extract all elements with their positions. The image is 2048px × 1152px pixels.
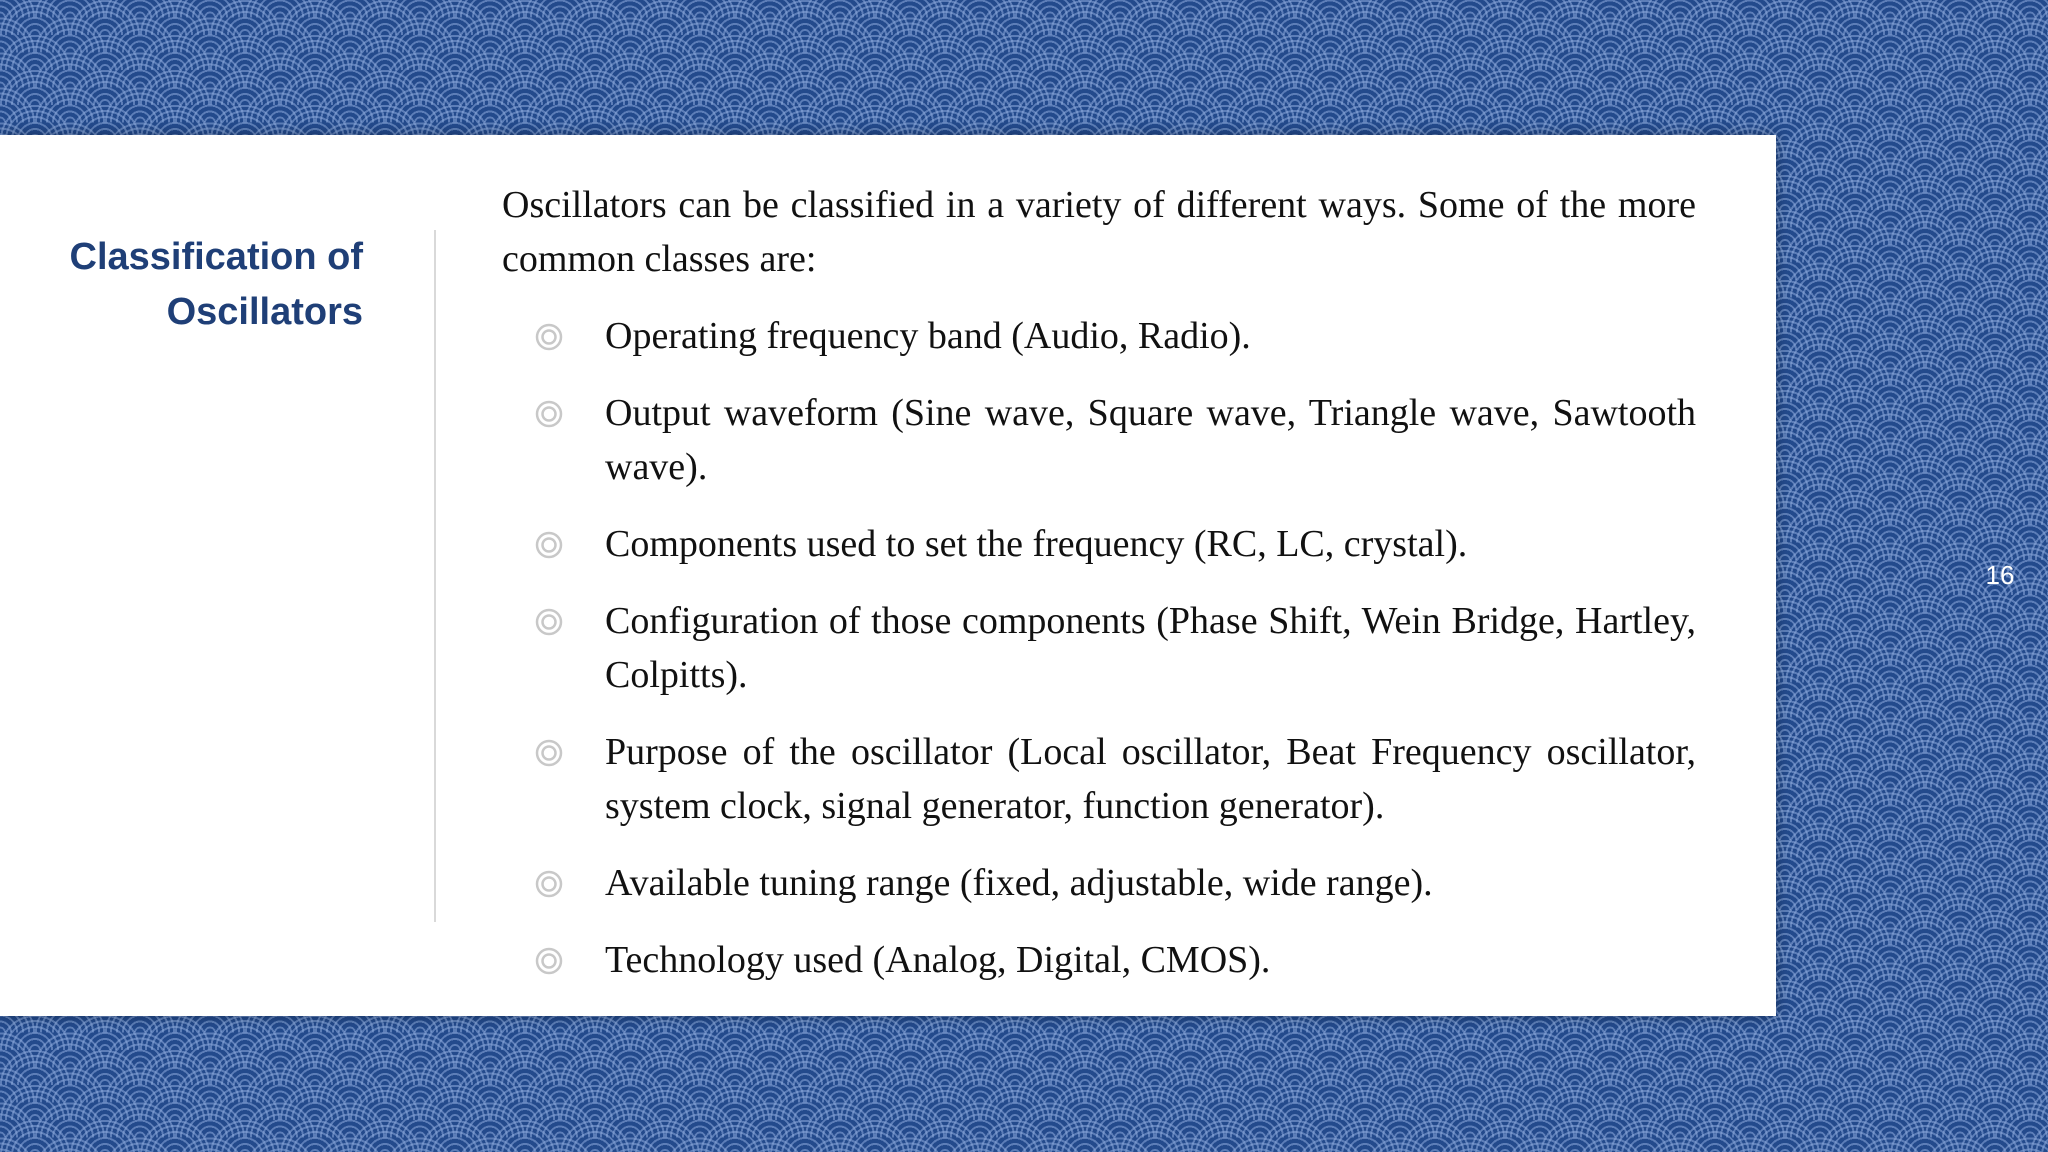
bullet-item — [502, 933, 1696, 987]
concentric-circle-bullet-icon — [535, 323, 563, 351]
concentric-circle-bullet-icon — [535, 870, 563, 898]
bullet-item — [502, 594, 1696, 702]
bullet-text: Output waveform (Sine wave, Square wave, Triangle wave, Sawtooth wave). — [605, 392, 1696, 488]
bullet-item — [502, 725, 1696, 833]
slide-title — [0, 230, 363, 340]
intro-paragraph: Oscillators can be classified in a variety of different ways. Some of the more common classes are: — [502, 184, 1696, 280]
bullet-text: Technology used (Analog, Digital, CMOS). — [605, 939, 1271, 981]
slide-title-line-2: Oscillators — [166, 291, 363, 333]
bullet-item — [502, 309, 1696, 363]
concentric-circle-bullet-icon — [535, 739, 563, 767]
concentric-circle-bullet-icon — [535, 608, 563, 636]
bullet-item — [502, 386, 1696, 494]
bullet-text: Operating frequency band (Audio, Radio). — [605, 315, 1251, 357]
bullet-item — [502, 517, 1696, 571]
vertical-divider — [434, 230, 436, 922]
concentric-circle-bullet-icon — [535, 531, 563, 559]
bullet-text: Purpose of the oscillator (Local oscillator, Beat Frequency oscillator, system clock, signal generator, function generator). — [605, 731, 1696, 827]
concentric-circle-bullet-icon — [535, 947, 563, 975]
bullet-text: Configuration of those components (Phase Shift, Wein Bridge, Hartley, Colpitts). — [605, 600, 1696, 696]
bullet-text: Components used to set the frequency (RC, LC, crystal). — [605, 523, 1468, 565]
slide-page-number: 16 — [1985, 560, 2015, 590]
bullet-text: Available tuning range (fixed, adjustable, wide range). — [605, 862, 1433, 904]
bullet-list — [502, 309, 1696, 987]
concentric-circle-bullet-icon — [535, 400, 563, 428]
bullet-item — [502, 856, 1696, 910]
slide-title-line-1: Classification of — [69, 236, 363, 278]
slide-body — [502, 178, 1696, 1010]
